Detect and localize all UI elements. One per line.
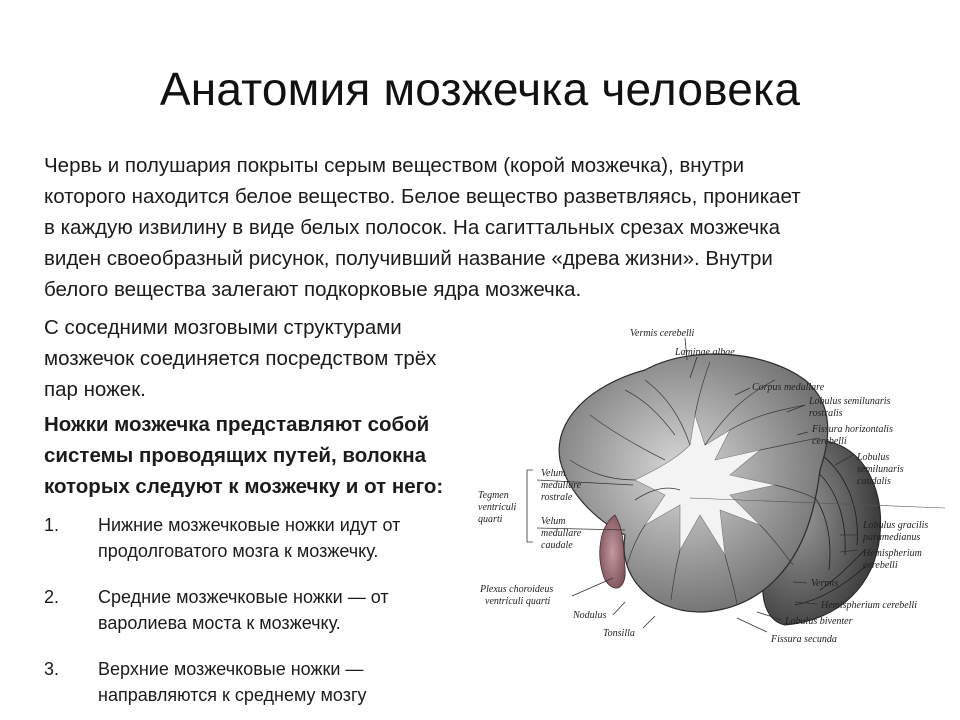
label-lobulus-gracilis: Lobulus gracilis	[863, 520, 929, 531]
list-line: Средние мозжечковые ножки — от	[98, 587, 389, 607]
intro-line: которого находится белое вещество. Белое вещество разветвляясь, проникает	[44, 185, 801, 208]
label-vermis-cerebelli: Vermis cerebelli	[630, 328, 695, 339]
label-lobulus-sem-rostralis: Lobulus semilunaris	[809, 396, 891, 407]
cerebellum-diagram	[475, 320, 950, 650]
intro-line: виден своеобразный рисунок, получивший название «древа жизни». Внутри	[44, 247, 773, 270]
list-number: 1.	[44, 515, 60, 535]
label-plexus: Plexus choroideus	[480, 584, 554, 595]
list-line: Нижние мозжечковые ножки идут от	[98, 515, 401, 535]
peduncle-list	[44, 512, 484, 720]
intro-line: Червь и полушария покрыты серым веществом (корой мозжечка), внутри	[44, 154, 745, 177]
label-lobulus-biventer: Lobulus biventer	[785, 616, 853, 627]
label-tegmen: quarti	[478, 514, 503, 525]
label-fissura-horizontalis: cerebelli	[812, 436, 847, 447]
label-nodulus: Nodulus	[573, 610, 607, 621]
label-velum-rostrale: rostrale	[541, 492, 573, 503]
list-item	[44, 656, 484, 708]
label-lobulus-sem-caudalis: Lobulus	[857, 452, 890, 463]
label-hemispherium: Hemispherium	[863, 548, 922, 559]
list-line: Верхние мозжечковые ножки —	[98, 659, 364, 679]
list-line: направляются к среднему мозгу	[98, 685, 367, 705]
list-number: 2.	[44, 587, 60, 607]
bold-line: Ножки мозжечка представляют собой	[44, 413, 430, 436]
connection-paragraph	[44, 312, 524, 502]
label-tegmen: ventriculi	[478, 502, 517, 513]
label-vermis: Vermis	[811, 578, 839, 589]
label-plexus: ventriculi quarti	[485, 596, 551, 607]
connect-line: пар ножек.	[44, 378, 146, 401]
label-laminae-albae: Laminae albae	[675, 347, 735, 358]
label-velum-caudale: medullare	[541, 528, 582, 539]
bold-line: которых следуют к мозжечку и от него:	[44, 475, 444, 498]
label-lobulus-sem-rostralis: rostralis	[809, 408, 843, 419]
connect-line: С соседними мозговыми структурами	[44, 316, 402, 339]
intro-line: в каждую извилину в виде белых полосок. На сагиттальных срезах мозжечка	[44, 216, 781, 239]
intro-line: белого вещества залегают подкорковые ядра мозжечка.	[44, 278, 582, 301]
slide-title: Анатомия мозжечка человека	[159, 63, 801, 115]
label-velum-caudale: Velum	[541, 516, 566, 527]
label-fissura-horizontalis: Fissura horizontalis	[812, 424, 893, 435]
label-lobulus-sem-caudalis: caudalis	[857, 476, 891, 487]
label-velum-rostrale: Velum	[541, 468, 566, 479]
bold-statement	[44, 409, 524, 502]
connect-line: мозжечок соединяется посредством трёх	[44, 347, 437, 370]
label-lobulus-paramedianus: paramedianus	[863, 532, 921, 543]
cerebellum-illustration	[475, 320, 950, 650]
label-hemispherium-cerebelli: Hemispherium cerebelli	[821, 600, 917, 611]
list-item	[44, 584, 484, 636]
list-line: варолиева моста к мозжечку.	[98, 613, 341, 633]
label-corpus-medullare: Corpus medullare	[752, 382, 825, 393]
label-velum-rostrale: medullare	[541, 480, 582, 491]
label-tonsilla: Tonsilla	[603, 628, 635, 639]
intro-paragraph	[44, 150, 934, 305]
label-velum-caudale: caudale	[541, 540, 573, 551]
list-line: продолговатого мозга к мозжечку.	[98, 541, 379, 561]
bold-line: системы проводящих путей, волокна	[44, 444, 427, 467]
list-number: 3.	[44, 659, 60, 679]
label-hemispherium: cerebelli	[863, 560, 898, 571]
list-item	[44, 512, 484, 564]
label-tegmen: Tegmen	[478, 490, 509, 501]
label-fissura-secunda: Fissura secunda	[771, 634, 837, 645]
label-lobulus-sem-caudalis: semilunaris	[857, 464, 904, 475]
